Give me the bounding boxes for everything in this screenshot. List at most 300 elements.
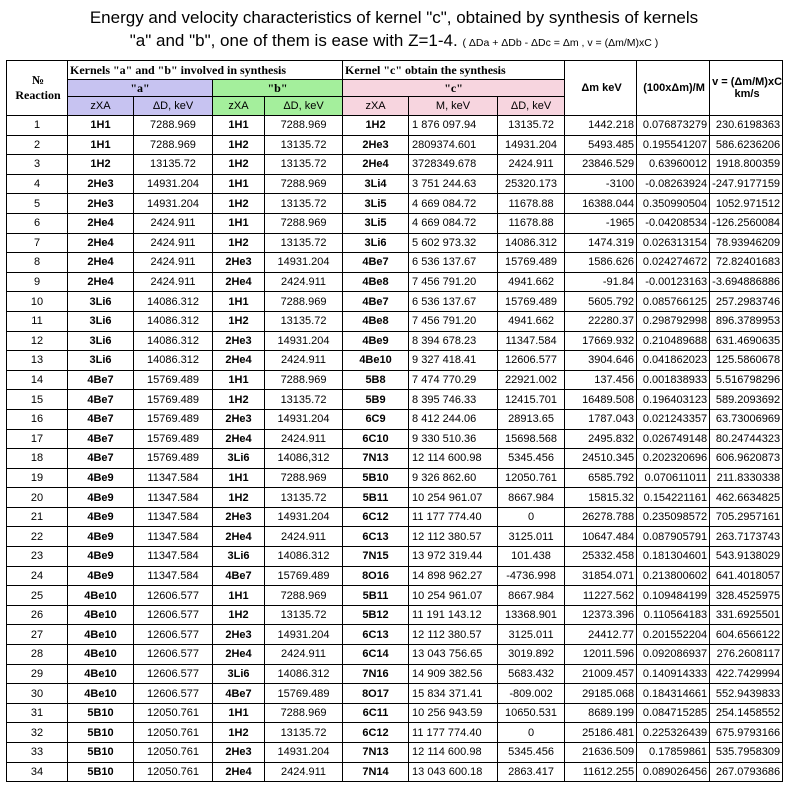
table-cell: 1H1	[213, 370, 265, 390]
table-cell: 254.1458552	[710, 703, 783, 723]
table-row	[7, 762, 783, 782]
table-cell: 2He4	[213, 429, 265, 449]
table-cell: 328.4525975	[710, 586, 783, 606]
table-cell: 12606.577	[134, 645, 213, 665]
table-cell: 25332.458	[565, 547, 637, 567]
table-row	[7, 311, 783, 331]
c-dd-header: ΔD, keV	[498, 97, 565, 116]
table-cell: 14086,312	[265, 449, 343, 469]
table-cell: 14086.312	[265, 664, 343, 684]
table-cell: 15	[7, 390, 68, 410]
table-cell: 3 751 244.63	[409, 174, 498, 194]
table-cell: 6C10	[343, 429, 409, 449]
table-row	[7, 684, 783, 704]
page-title	[0, 0, 788, 49]
table-cell: 3904.646	[565, 351, 637, 371]
table-cell: 4	[7, 174, 68, 194]
table-cell: 6C9	[343, 409, 409, 429]
table-cell: 12050.761	[134, 703, 213, 723]
table-cell: 3Li6	[68, 292, 134, 312]
table-cell: 14 909 382.56	[409, 664, 498, 684]
table-cell: 5605.792	[565, 292, 637, 312]
table-cell: 15769.489	[134, 409, 213, 429]
synthesis-table	[6, 60, 783, 782]
table-cell: 23	[7, 547, 68, 567]
title-line-2	[0, 29, 788, 55]
table-cell: 3Li6	[213, 547, 265, 567]
table-cell: 21636.509	[565, 743, 637, 763]
table-cell: 11347.584	[134, 566, 213, 586]
table-cell: 2He3	[343, 135, 409, 155]
table-cell: 12415.701	[498, 390, 565, 410]
table-cell: 5B9	[343, 390, 409, 410]
table-cell: 29	[7, 664, 68, 684]
table-cell: 101.438	[498, 547, 565, 567]
table-row	[7, 155, 783, 175]
table-cell: 3Li4	[343, 174, 409, 194]
table-cell: 2424.911	[265, 272, 343, 292]
table-cell: 0.298792998	[637, 311, 710, 331]
table-cell: 13135.72	[498, 116, 565, 136]
table-cell: 9	[7, 272, 68, 292]
table-cell: 8 394 678.23	[409, 331, 498, 351]
table-cell: 12606.577	[134, 586, 213, 606]
table-cell: 3728349.678	[409, 155, 498, 175]
table-row	[7, 488, 783, 508]
table-cell: 10 256 943.59	[409, 703, 498, 723]
table-cell: 0.350990504	[637, 194, 710, 214]
kernel-b-header: "b"	[213, 80, 343, 97]
table-cell: 4Be10	[68, 645, 134, 665]
table-cell: 2He4	[68, 272, 134, 292]
table-cell: 13135.72	[265, 390, 343, 410]
b-zxa-header: zXA	[213, 97, 265, 116]
table-cell: 4Be8	[343, 311, 409, 331]
table-cell: 2424.911	[265, 762, 343, 782]
table-cell: 3Li6	[213, 664, 265, 684]
table-cell: 1H1	[213, 292, 265, 312]
table-row	[7, 194, 783, 214]
table-cell: 137.456	[565, 370, 637, 390]
table-cell: 267.0793686	[710, 762, 783, 782]
table-row	[7, 586, 783, 606]
table-cell: 7 456 791.20	[409, 272, 498, 292]
table-cell: 5B10	[68, 743, 134, 763]
table-row	[7, 370, 783, 390]
table-cell: 4Be7	[68, 409, 134, 429]
table-cell: 5493.485	[565, 135, 637, 155]
table-cell: 1 876 097.94	[409, 116, 498, 136]
table-cell: 1H2	[213, 723, 265, 743]
table-cell: 12050.761	[134, 743, 213, 763]
table-cell: 589.2093692	[710, 390, 783, 410]
table-cell: 4Be10	[68, 605, 134, 625]
table-cell: 0.110564183	[637, 605, 710, 625]
table-cell: 0.210489688	[637, 331, 710, 351]
table-cell: 25186.481	[565, 723, 637, 743]
table-cell: 2424.911	[265, 527, 343, 547]
table-row	[7, 645, 783, 665]
table-cell: 2He4	[213, 351, 265, 371]
table-cell: 5	[7, 194, 68, 214]
table-cell: 7N16	[343, 664, 409, 684]
table-cell: 422.7429994	[710, 664, 783, 684]
table-row	[7, 507, 783, 527]
table-cell: 14086.312	[134, 331, 213, 351]
table-cell: 7288.969	[265, 174, 343, 194]
table-cell: 13135.72	[265, 311, 343, 331]
table-cell: 0.17859861	[637, 743, 710, 763]
table-cell: 28913.65	[498, 409, 565, 429]
table-cell: 0.026749148	[637, 429, 710, 449]
table-cell: 32	[7, 723, 68, 743]
table-cell: 6C12	[343, 507, 409, 527]
table-cell: 0.087905791	[637, 527, 710, 547]
table-cell: 5B8	[343, 370, 409, 390]
table-cell: 2He3	[213, 625, 265, 645]
table-row	[7, 213, 783, 233]
table-cell: 2424.911	[265, 351, 343, 371]
table-cell: 5.516798296	[710, 370, 783, 390]
table-cell: 14931.204	[265, 507, 343, 527]
table-cell: 675.9793166	[710, 723, 783, 743]
table-cell: 543.9138029	[710, 547, 783, 567]
table-cell: 8667.984	[498, 488, 565, 508]
table-cell: 4Be7	[68, 449, 134, 469]
table-cell: 1H2	[213, 390, 265, 410]
table-cell: 6C12	[343, 723, 409, 743]
table-cell: 4Be9	[68, 488, 134, 508]
table-cell: -3100	[565, 174, 637, 194]
a-dd-header: ΔD, keV	[134, 97, 213, 116]
table-cell: 13 043 600.18	[409, 762, 498, 782]
table-cell: 125.5860678	[710, 351, 783, 371]
table-cell: 14086.312	[134, 351, 213, 371]
table-cell: 1H2	[68, 155, 134, 175]
table-cell: 21	[7, 507, 68, 527]
table-cell: 1H2	[213, 311, 265, 331]
table-cell: 2He3	[213, 253, 265, 273]
table-cell: 20	[7, 488, 68, 508]
table-cell: 230.6198363	[710, 116, 783, 136]
table-cell: 705.2957161	[710, 507, 783, 527]
table-cell: 8689.199	[565, 703, 637, 723]
table-cell: 3019.892	[498, 645, 565, 665]
table-cell: 1H2	[213, 194, 265, 214]
table-row	[7, 664, 783, 684]
table-cell: 7288.969	[265, 468, 343, 488]
table-cell: 9 326 862.60	[409, 468, 498, 488]
table-cell: -1965	[565, 213, 637, 233]
a-zxa-header: zXA	[68, 97, 134, 116]
table-cell: 9 327 418.41	[409, 351, 498, 371]
table-cell: 2He3	[68, 194, 134, 214]
table-cell: 2424.911	[265, 645, 343, 665]
table-cell: 6C14	[343, 645, 409, 665]
table-cell: 4Be7	[213, 566, 265, 586]
table-cell: 19	[7, 468, 68, 488]
table-cell: 5 602 973.32	[409, 233, 498, 253]
table-row	[7, 605, 783, 625]
table-body	[7, 116, 783, 782]
table-cell: 2He4	[68, 213, 134, 233]
reaction-number-header	[7, 61, 68, 116]
table-cell: 3Li5	[343, 213, 409, 233]
table-cell: 11 177 774.40	[409, 723, 498, 743]
table-cell: 14931.204	[265, 253, 343, 273]
table-cell: 1H2	[213, 488, 265, 508]
table-cell: 5B10	[343, 468, 409, 488]
table-cell: 3125.011	[498, 625, 565, 645]
table-cell: 12 112 380.57	[409, 625, 498, 645]
table-cell: 0.026313154	[637, 233, 710, 253]
table-cell: -0.08263924	[637, 174, 710, 194]
table-cell: 1H1	[213, 586, 265, 606]
table-cell: 10	[7, 292, 68, 312]
table-cell: 1918.800359	[710, 155, 783, 175]
table-cell: 7	[7, 233, 68, 253]
velocity-header: v = (Δm/M)xC km/s	[710, 61, 783, 116]
table-cell: 13	[7, 351, 68, 371]
table-cell: 3Li5	[343, 194, 409, 214]
table-cell: 11 177 774.40	[409, 507, 498, 527]
table-cell: 4Be9	[68, 527, 134, 547]
table-cell: 1H2	[343, 116, 409, 136]
table-cell: -0.00123163	[637, 272, 710, 292]
table-cell: 5B11	[343, 488, 409, 508]
table-cell: 13 972 319.44	[409, 547, 498, 567]
table-cell: 535.7958309	[710, 743, 783, 763]
table-cell: 15769.489	[134, 370, 213, 390]
table-cell: 4Be10	[68, 664, 134, 684]
table-row	[7, 547, 783, 567]
table-cell: 15698.568	[498, 429, 565, 449]
table-cell: 34	[7, 762, 68, 782]
table-cell: 21009.457	[565, 664, 637, 684]
table-cell: 11612.255	[565, 762, 637, 782]
table-row	[7, 468, 783, 488]
table-cell: -0.04208534	[637, 213, 710, 233]
ab-group-header: Kernels "a" and "b" involved in synthesis	[68, 61, 343, 80]
table-row	[7, 331, 783, 351]
table-cell: 4Be7	[343, 253, 409, 273]
table-cell: 18	[7, 449, 68, 469]
table-cell: 6	[7, 213, 68, 233]
table-cell: -809.002	[498, 684, 565, 704]
b-dd-header: ΔD, keV	[265, 97, 343, 116]
table-cell: 3Li6	[68, 311, 134, 331]
table-cell: 0.196403123	[637, 390, 710, 410]
table-cell: 14931.204	[498, 135, 565, 155]
table-cell: 606.9620873	[710, 449, 783, 469]
table-cell: 7288.969	[265, 370, 343, 390]
table-cell: 7N13	[343, 449, 409, 469]
table-row	[7, 703, 783, 723]
table-cell: 27	[7, 625, 68, 645]
table-cell: -91.84	[565, 272, 637, 292]
table-cell: 4Be9	[68, 547, 134, 567]
table-row	[7, 292, 783, 312]
table-cell: 2He4	[213, 762, 265, 782]
ratio-header: (100xΔm)/M	[637, 61, 710, 116]
table-cell: 2He3	[68, 174, 134, 194]
table-cell: 1586.626	[565, 253, 637, 273]
table-cell: 12050.761	[134, 723, 213, 743]
table-cell: 7N14	[343, 762, 409, 782]
table-cell: 13 043 756.65	[409, 645, 498, 665]
table-cell: 2424.911	[134, 253, 213, 273]
table-cell: 14	[7, 370, 68, 390]
table-cell: 1H1	[213, 468, 265, 488]
table-cell: 80.24744323	[710, 429, 783, 449]
table-cell: 13135.72	[134, 155, 213, 175]
table-cell: 15769.489	[265, 684, 343, 704]
table-cell: 29185.068	[565, 684, 637, 704]
table-cell: 4Be10	[343, 351, 409, 371]
table-cell: 0.195541207	[637, 135, 710, 155]
table-cell: 15769.489	[134, 449, 213, 469]
table-cell: 4Be8	[343, 272, 409, 292]
table-row	[7, 625, 783, 645]
table-cell: 8 395 746.33	[409, 390, 498, 410]
table-cell: 2424.911	[265, 429, 343, 449]
table-cell: 17	[7, 429, 68, 449]
table-cell: 2424.911	[134, 272, 213, 292]
table-cell: 1H1	[213, 213, 265, 233]
table-row	[7, 233, 783, 253]
table-cell: 25	[7, 586, 68, 606]
table-cell: 3Li6	[213, 449, 265, 469]
dm-header: Δm keV	[565, 61, 637, 116]
reaction-label: Reaction	[15, 88, 61, 102]
table-cell: 14086.312	[134, 292, 213, 312]
table-cell: 14931.204	[265, 743, 343, 763]
table-cell: 10647.484	[565, 527, 637, 547]
table-cell: 33	[7, 743, 68, 763]
table-cell: 4Be7	[343, 292, 409, 312]
table-cell: 1H1	[213, 116, 265, 136]
table-cell: 7288.969	[265, 703, 343, 723]
table-cell: 8O16	[343, 566, 409, 586]
table-cell: 0.201552204	[637, 625, 710, 645]
table-cell: 12 112 380.57	[409, 527, 498, 547]
table-row	[7, 351, 783, 371]
table-cell: 15 834 371.41	[409, 684, 498, 704]
table-cell: 10 254 961.07	[409, 586, 498, 606]
table-cell: 2424.911	[134, 213, 213, 233]
table-cell: 5B10	[68, 762, 134, 782]
table-cell: 12373.396	[565, 605, 637, 625]
table-cell: 7288.969	[265, 116, 343, 136]
table-row	[7, 272, 783, 292]
table-cell: 6C13	[343, 527, 409, 547]
table-row	[7, 253, 783, 273]
table-cell: 12011.596	[565, 645, 637, 665]
table-row	[7, 723, 783, 743]
table-cell: 26	[7, 605, 68, 625]
table-cell: 15769.489	[265, 566, 343, 586]
title-formula: ( ΔDa + ΔDb - ΔDc = Δm , v = (Δm/M)xC )	[462, 37, 659, 49]
table-cell: 0.001838933	[637, 370, 710, 390]
table-cell: 22	[7, 527, 68, 547]
table-cell: 0.070611011	[637, 468, 710, 488]
table-cell: 15769.489	[134, 429, 213, 449]
table-cell: 15815.32	[565, 488, 637, 508]
table-cell: 0.109484199	[637, 586, 710, 606]
table-cell: 257.2983746	[710, 292, 783, 312]
table-cell: 7N15	[343, 547, 409, 567]
table-cell: 10 254 961.07	[409, 488, 498, 508]
table-cell: 4941.662	[498, 311, 565, 331]
table-row	[7, 135, 783, 155]
table-cell: 1442.218	[565, 116, 637, 136]
kernel-c-header: "c"	[343, 80, 565, 97]
table-cell: 7288.969	[134, 116, 213, 136]
table-cell: 26278.788	[565, 507, 637, 527]
table-cell: 2He4	[343, 155, 409, 175]
table-cell: 0.140914333	[637, 664, 710, 684]
table-cell: 0.154221161	[637, 488, 710, 508]
table-cell: 11347.584	[134, 507, 213, 527]
table-cell: 12	[7, 331, 68, 351]
title-line-1: Energy and velocity characteristics of kernel "c", obtained by synthesis of kernels	[89, 8, 699, 27]
table-cell: 1H2	[213, 233, 265, 253]
table-cell: 31	[7, 703, 68, 723]
table-cell: 12 114 600.98	[409, 449, 498, 469]
table-cell: 4Be7	[68, 370, 134, 390]
table-cell: 0.213800602	[637, 566, 710, 586]
table-cell: 12050.761	[134, 762, 213, 782]
table-cell: 7N13	[343, 743, 409, 763]
table-cell: 0.085766125	[637, 292, 710, 312]
table-cell: 7 456 791.20	[409, 311, 498, 331]
table-row	[7, 116, 783, 136]
table-cell: 72.82401683	[710, 253, 783, 273]
table-cell: 0.202320696	[637, 449, 710, 469]
table-cell: 11678.88	[498, 194, 565, 214]
table-cell: 2	[7, 135, 68, 155]
table-cell: 12606.577	[134, 605, 213, 625]
table-cell: 1474.319	[565, 233, 637, 253]
table-cell: -4736.998	[498, 566, 565, 586]
table-cell: 4Be7	[213, 684, 265, 704]
table-cell: 211.8330338	[710, 468, 783, 488]
c-m-header: M, keV	[409, 97, 498, 116]
table-cell: 2He4	[213, 645, 265, 665]
table-row	[7, 429, 783, 449]
table-cell: 11	[7, 311, 68, 331]
table-cell: 15769.489	[134, 390, 213, 410]
table-cell: 13135.72	[265, 233, 343, 253]
table-cell: 13135.72	[265, 723, 343, 743]
kernel-a-header: "a"	[68, 80, 213, 97]
table-cell: 4Be10	[68, 625, 134, 645]
table-cell: 1H2	[213, 605, 265, 625]
table-cell: 12606.577	[134, 664, 213, 684]
table-cell: 14 898 962.27	[409, 566, 498, 586]
table-cell: 24	[7, 566, 68, 586]
table-cell: 4Be7	[68, 429, 134, 449]
table-cell: 0.076873279	[637, 116, 710, 136]
table-cell: 22280.37	[565, 311, 637, 331]
table-cell: 1H1	[68, 116, 134, 136]
table-cell: 14931.204	[134, 194, 213, 214]
table-cell: 7288.969	[265, 586, 343, 606]
table-cell: 7288.969	[134, 135, 213, 155]
table-cell: 4Be10	[68, 684, 134, 704]
table-cell: 2He3	[213, 743, 265, 763]
table-cell: 896.3789953	[710, 311, 783, 331]
